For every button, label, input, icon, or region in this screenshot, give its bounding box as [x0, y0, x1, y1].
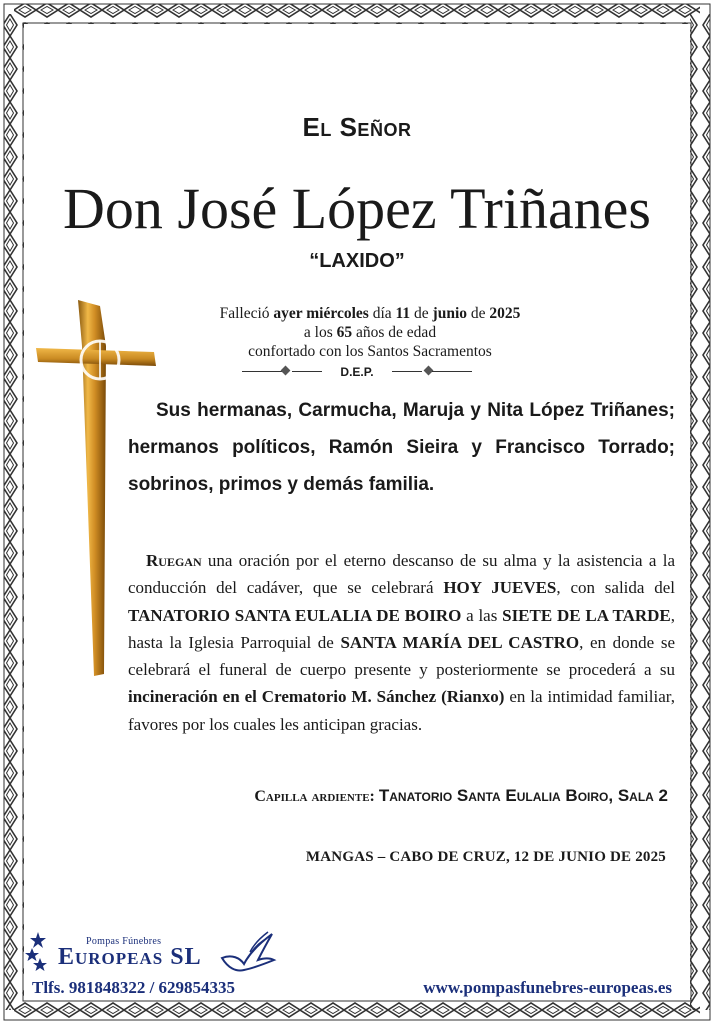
text: día [368, 305, 396, 322]
company-name: Europeas SL [58, 944, 202, 970]
text: 2025 [489, 305, 521, 322]
text: incineración en el Crematorio M. Sánchez (Rianxo) [128, 687, 505, 707]
place-date: MANGAS – CABO DE CRUZ, 12 DE JUNIO DE 2025 [305, 849, 666, 865]
text: Ruegan [146, 551, 202, 570]
text: de [467, 305, 490, 322]
text: de [410, 305, 433, 322]
death-line-1 [168, 304, 572, 323]
nickname: “LAXIDO” [309, 250, 405, 272]
text: a las [461, 605, 503, 625]
text: 65 [336, 324, 353, 341]
text: en la intimidad familiar, favores por los cuales les anticipan gracias. [128, 687, 675, 734]
text: HOY JUEVES [443, 578, 557, 598]
company-tagline: Pompas Fúnebres [86, 936, 162, 947]
heading-title: El Señor [302, 112, 412, 142]
death-line-2 [168, 323, 572, 342]
deceased-name: Don José López Triñanes [62, 176, 651, 241]
text: TANATORIO SANTA EULALIA DE BOIRO [128, 605, 462, 625]
text: años de edad [352, 324, 437, 341]
text: Falleció [219, 305, 274, 322]
capilla-ardiente [0, 786, 668, 806]
text: ayer miércoles [273, 305, 369, 322]
death-line-3: confortado con los Santos Sacramentos [248, 343, 492, 360]
text: una oración por el eterno descanso de su alma y la asistencia a la conducción del cadáver, que se celebrará [128, 551, 675, 598]
dep-divider [242, 364, 472, 380]
text: a los [303, 324, 337, 341]
text: , en donde se celebrará el funeral de cuerpo presente y posteriormente se procederá a su [128, 632, 675, 680]
text: SANTA MARÍA DEL CASTRO [340, 632, 580, 652]
capilla-label: Capilla ardiente: [254, 788, 379, 805]
ruegan-paragraph [128, 547, 675, 738]
text: , hasta la Iglesia Parroquial de [128, 605, 675, 652]
stars-icon [24, 928, 52, 976]
company-website-link[interactable]: www.pompasfunebres-europeas.es [423, 978, 672, 997]
text: SIETE DE LA TARDE [502, 605, 671, 625]
text: 11 [395, 305, 411, 322]
death-details [168, 304, 572, 361]
company-logo [24, 928, 284, 976]
text: junio [432, 305, 468, 322]
dove-icon [214, 928, 278, 976]
dep-label: D.E.P. [340, 365, 374, 379]
capilla-place: Tanatorio Santa Eulalia Boiro, Sala 2 [378, 786, 668, 805]
company-phones: Tlfs. 981848322 / 629854335 [32, 978, 236, 997]
family-paragraph: Sus hermanas, Carmucha, Maruja y Nita López Triñanes; hermanos políticos, Ramón Sieira y Francisco Torrado; sobrinos, primos y demás familia. [128, 400, 675, 495]
text: , con salida del [556, 578, 675, 598]
